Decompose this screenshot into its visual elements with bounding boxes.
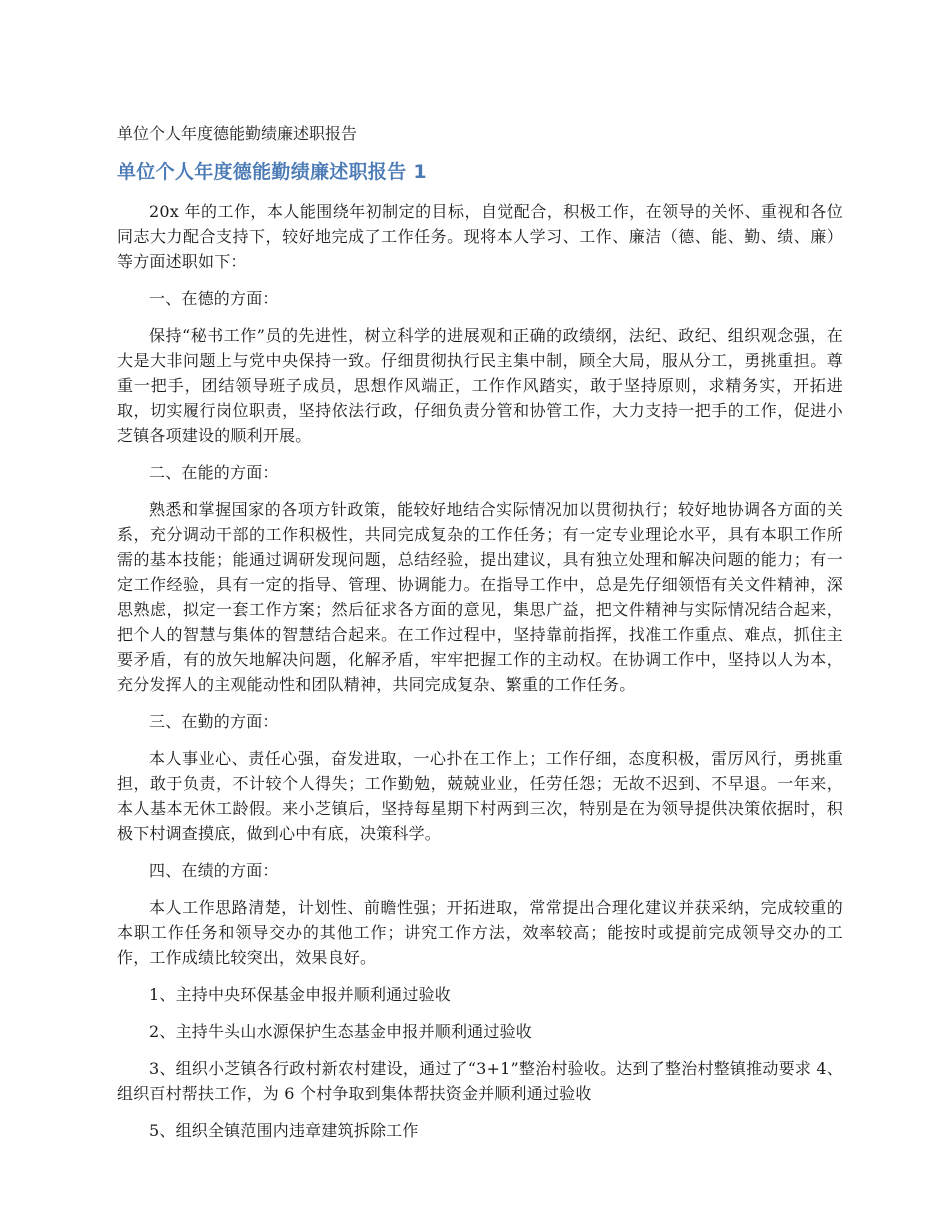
document-title: 单位个人年度德能勤绩廉述职报告 <box>117 124 358 143</box>
paragraph-de: 保持“秘书工作”员的先进性，树立科学的进展观和正确的政绩纲，法纪、政纪、组织观念强，在大是大非问题上与党中央保持一致。仔细贯彻执行民主集中制，顾全大局，服从分工，勇挑重担。尊重一把手，团结领导班子成员，思想作风端正，工作作风踏实，敢于坚持原则，求精务实，开拓进取，切实履行岗位职责，坚持依法行政，仔细负责分管和协管工作，大力支持一把手的工作，促进小芝镇各项建设的顺利开展。 <box>117 326 843 445</box>
subheading-ji: 四、在绩的方面： <box>149 861 279 880</box>
list-item-5: 5、组织全镇范围内违章建筑拆除工作 <box>149 1121 419 1140</box>
subheading-qin: 三、在勤的方面： <box>149 712 279 731</box>
paragraph-qin: 本人事业心、责任心强，奋发进取，一心扑在工作上；工作仔细，态度积极，雷厉风行，勇挑重担，敢于负责，不计较个人得失；工作勤勉，兢兢业业，任劳任怨；无故不迟到、不早退。一年来，本人基本无休工龄假。来小芝镇后，坚持每星期下村两到三次，特别是在为领导提供决策依据时，积极下村调查摸底，做到心中有底，决策科学。 <box>117 749 843 843</box>
section-heading: 单位个人年度德能勤绩廉述职报告 1 <box>117 161 427 183</box>
list-item-3: 3、组织小芝镇各行政村新农村建设，通过了“3+1”整治村验收。达到了整治村整镇推动要求 4、组织百村帮扶工作，为 6 个村争取到集体帮扶资金并顺利通过验收 <box>117 1059 843 1103</box>
document-page <box>117 121 843 1155</box>
subheading-neng: 二、在能的方面： <box>149 463 279 482</box>
list-item-2: 2、主持牛头山水源保护生态基金申报并顺利通过验收 <box>149 1022 532 1041</box>
paragraph-ji: 本人工作思路清楚，计划性、前瞻性强；开拓进取，常常提出合理化建议并获采纳，完成较重的本职工作任务和领导交办的其他工作；讲究工作方法，效率较高；能按时或提前完成领导交办的工作，工作成绩比较突出，效果良好。 <box>117 898 843 967</box>
paragraph-intro: 20x 年的工作，本人能围绕年初制定的目标，自觉配合，积极工作，在领导的关怀、重视和各位同志大力配合支持下，较好地完成了工作任务。现将本人学习、工作、廉洁（德、能、勤、绩、廉）等方面述职如下： <box>117 202 843 271</box>
subheading-de: 一、在德的方面： <box>149 289 279 308</box>
list-item-1: 1、主持中央环保基金申报并顺利通过验收 <box>149 985 451 1004</box>
paragraph-neng: 熟悉和掌握国家的各项方针政策，能较好地结合实际情况加以贯彻执行；较好地协调各方面的关系，充分调动干部的工作积极性，共同完成复杂的工作任务；有一定专业理论水平，具有本职工作所需的基本技能；能通过调研发现问题，总结经验，提出建议，具有独立处理和解决问题的能力；有一定工作经验，具有一定的指导、管理、协调能力。在指导工作中，总是先仔细领悟有关文件精神，深思熟虑，拟定一套工作方案；然后征求各方面的意见，集思广益，把文件精神与实际情况结合起来，把个人的智慧与集体的智慧结合起来。在工作过程中，坚持靠前指挥，找准工作重点、难点，抓住主要矛盾，有的放矢地解决问题，化解矛盾，牢牢把握工作的主动权。在协调工作中，坚持以人为本，充分发挥人的主观能动性和团队精神，共同完成复杂、繁重的工作任务。 <box>117 500 843 694</box>
